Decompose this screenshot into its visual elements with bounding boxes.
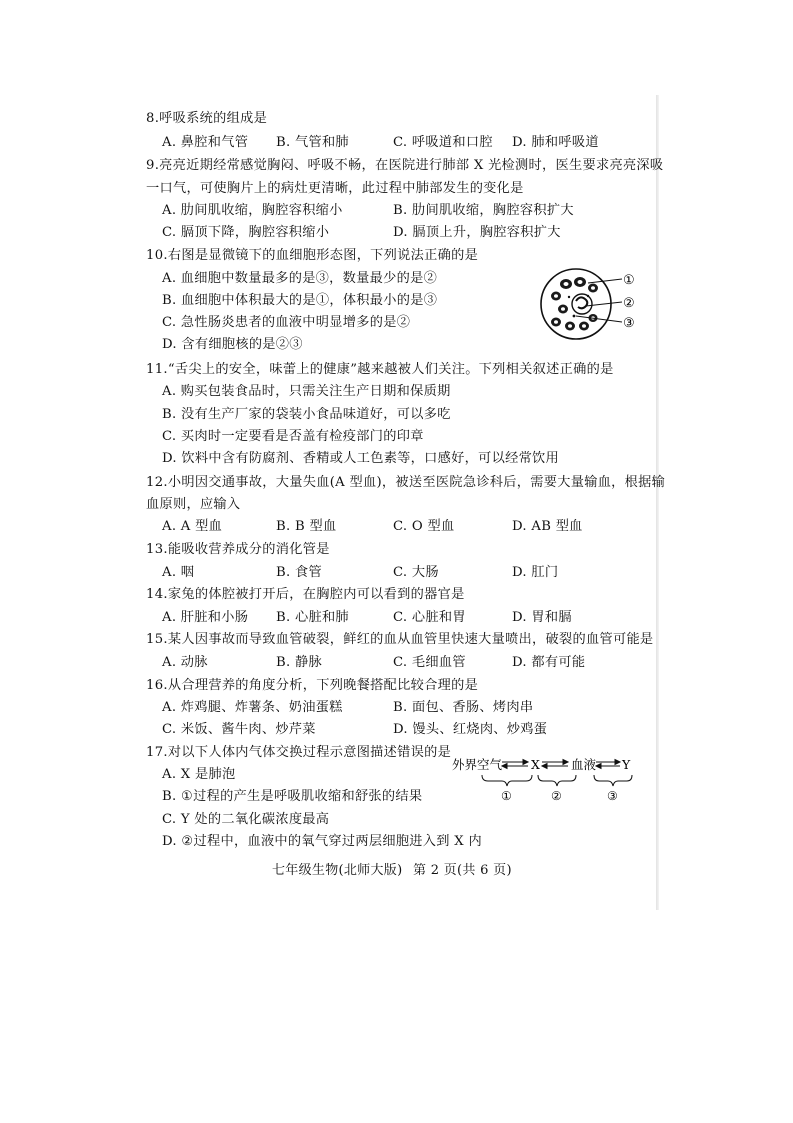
q8-option-d: D. 肺和呼吸道 [512,135,599,150]
q14-option-d: D. 胃和膈 [512,610,572,625]
q17-stem: 17.对以下人体内气体交换过程示意图描述错误的是 [146,745,452,760]
q12-option-a: A. A 型血 [162,519,223,534]
q14-option-a: A. 肝脏和小肠 [162,610,249,625]
q12-option-c: C. O 型血 [393,519,455,534]
q17-option-d: D. ②过程中，血液中的氧气穿过两层细胞进入到 X 内 [162,834,482,849]
exchange-arrows [502,760,620,769]
q9-stem-line2: 一口气，可使胸片上的病灶更清晰，此过程中肺部发生的变化是 [146,181,524,196]
q15-stem: 15.某人因事故而导致血管破裂，鲜红的血从血管里快速大量喷出，破裂的血管可能是 [146,632,654,647]
q15-option-b: B. 静脉 [276,655,322,670]
q10-option-c: C. 急性肠炎患者的血液中明显增多的是② [162,315,411,330]
q16-option-d: D. 馒头、红烧肉、炒鸡蛋 [393,722,548,737]
q10-option-d: D. 含有细胞核的是②③ [162,337,303,352]
label-cell-2: ② [623,296,635,311]
q10-stem: 10.右图是显微镜下的血细胞形态图，下列说法正确的是 [146,248,479,263]
q8-option-a: A. 鼻腔和气管 [162,135,249,150]
white-blood-cell [572,294,592,314]
q11-option-c: C. 买肉时一定要看是否盖有检疫部门的印章 [162,429,424,444]
q12-stem-line1: 12.小明因交通事故，大量失血(A 型血)，被送至医院急诊科后，需要大量输血，根据输 [146,475,666,490]
footer-course: 七年级生物(北师大版) [272,863,403,878]
footer-page-number: 第 2 页(共 6 页) [413,863,512,878]
node-blood: 血液 [571,757,597,772]
q13-option-d: D. 肛门 [512,565,559,580]
node-y: Y [622,757,631,772]
q9-option-a: A. 肋间肌收缩，胸腔容积缩小 [162,203,343,218]
scan-fold-shadow [656,95,659,910]
q17-option-b: B. ①过程的产生是呼吸肌收缩和舒张的结果 [162,789,423,804]
q9-option-c: C. 膈顶下降，胸腔容积缩小 [162,225,330,240]
q10-option-a: A. 血细胞中数量最多的是③，数量最少的是② [162,271,438,286]
q11-option-d: D. 饮料中含有防腐剂、香精或人工色素等，口感好，可以经常饮用 [162,451,560,466]
q16-option-b: B. 面包、香肠、烤肉串 [393,700,534,715]
q11-option-a: A. 购买包装食品时，只需关注生产日期和保质期 [162,384,451,399]
q16-option-a: A. 炸鸡腿、炸薯条、奶油蛋糕 [162,700,343,715]
q11-option-b: B. 没有生产厂家的袋装小食品味道好，可以多吃 [162,407,451,422]
q13-stem: 13.能吸收营养成分的消化管是 [146,542,330,557]
q16-stem: 16.从合理营养的角度分析，下列晚餐搭配比较合理的是 [146,678,479,693]
q8-stem: 8.呼吸系统的组成是 [146,111,268,126]
q14-option-c: C. 心脏和胃 [393,610,466,625]
q14-option-b: B. 心脏和肺 [276,610,349,625]
q13-option-c: C. 大肠 [393,565,439,580]
node-x: X [531,757,540,772]
q8-option-b: B. 气管和肺 [276,135,349,150]
label-cell-3: ③ [623,316,635,331]
blood-cell-figure [536,264,646,344]
q9-stem-line1: 9.亮亮近期经常感觉胸闷、呼吸不畅，在医院进行肺部 X 光检测时，医生要求亮亮深吸 [146,158,664,173]
q10-option-b: B. 血细胞中体积最大的是①，体积最小的是③ [162,293,438,308]
q14-stem: 14.家兔的体腔被打开后，在胸腔内可以看到的器官是 [146,587,465,602]
gas-exchange-diagram [452,756,642,804]
q17-option-a: A. X 是肺泡 [162,767,236,782]
q8-option-c: C. 呼吸道和口腔 [393,135,493,150]
q12-stem-line2: 血原则，应输入 [146,497,241,512]
q16-option-c: C. 米饭、酱牛肉、炒芹菜 [162,722,316,737]
q12-option-b: B. B 型血 [276,519,337,534]
q17-option-c: C. Y 处的二氧化碳浓度最高 [162,812,330,827]
q15-option-d: D. 都有可能 [512,655,586,670]
q13-option-a: A. 咽 [162,565,195,580]
q12-option-d: D. AB 型血 [512,519,583,534]
process-braces [482,775,632,786]
label-cell-1: ① [623,273,635,288]
q15-option-a: A. 动脉 [162,655,208,670]
q11-stem: 11.“舌尖上的安全，味蕾上的健康”越来越被人们关注。下列相关叙述正确的是 [146,362,614,377]
q13-option-b: B. 食管 [276,565,322,580]
q9-option-b: B. 肋间肌收缩，胸腔容积扩大 [393,203,574,218]
node-outside-air: 外界空气 [452,757,503,772]
process-label-2: ② [551,789,562,803]
q15-option-c: C. 毛细血管 [393,655,466,670]
process-label-3: ③ [607,789,618,803]
process-label-1: ① [501,789,512,803]
q9-option-d: D. 膈顶上升，胸腔容积扩大 [393,225,561,240]
